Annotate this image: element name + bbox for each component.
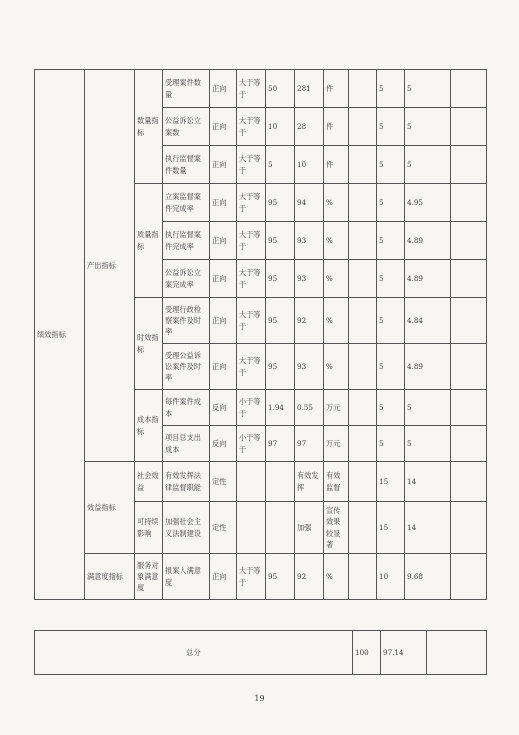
blank-cell bbox=[451, 554, 487, 600]
total-row bbox=[35, 631, 487, 675]
operator: 大于等于 bbox=[237, 146, 266, 184]
weight: 5 bbox=[377, 146, 405, 184]
table-row bbox=[35, 462, 487, 502]
blank-cell bbox=[349, 390, 377, 426]
indicator-name: 执行监督案件数量 bbox=[163, 146, 210, 184]
indicator-name: 受理公益诉讼案件及时率 bbox=[163, 344, 210, 390]
blank-cell bbox=[451, 298, 487, 344]
group-output: 产出指标 bbox=[85, 70, 135, 462]
total-score: 97.14 bbox=[381, 631, 427, 675]
indicator-name: 加强社会主义法制建设 bbox=[163, 502, 210, 554]
score: 5 bbox=[405, 426, 451, 462]
actual-value: 281 bbox=[295, 70, 324, 108]
subgroup-service: 服务对象满意度 bbox=[135, 554, 163, 600]
blank-cell bbox=[451, 260, 487, 298]
weight: 5 bbox=[377, 108, 405, 146]
blank-cell bbox=[451, 108, 487, 146]
direction: 正向 bbox=[210, 298, 237, 344]
subgroup-social: 社会效益 bbox=[135, 462, 163, 502]
operator bbox=[237, 462, 266, 502]
target-value bbox=[266, 502, 295, 554]
subgroup-cost: 成本指标 bbox=[135, 390, 163, 462]
blank-cell bbox=[451, 344, 487, 390]
target-value: 95 bbox=[266, 222, 295, 260]
blank-cell bbox=[349, 70, 377, 108]
direction: 正向 bbox=[210, 344, 237, 390]
operator: 大于等于 bbox=[237, 260, 266, 298]
indicator-name: 受理行政检察案件及时率 bbox=[163, 298, 210, 344]
blank-cell bbox=[349, 184, 377, 222]
indicator-name: 每件案件成本 bbox=[163, 390, 210, 426]
unit: % bbox=[324, 222, 349, 260]
subgroup-sustainable: 可持续影响 bbox=[135, 502, 163, 554]
operator: 大于等于 bbox=[237, 298, 266, 344]
blank-cell bbox=[451, 462, 487, 502]
weight: 5 bbox=[377, 344, 405, 390]
level1-label: 绩效指标 bbox=[35, 70, 85, 600]
indicator-name: 立案监督案件完成率 bbox=[163, 184, 210, 222]
weight: 15 bbox=[377, 502, 405, 554]
performance-table bbox=[34, 69, 487, 600]
weight: 5 bbox=[377, 426, 405, 462]
target-value: 97 bbox=[266, 426, 295, 462]
indicator-name: 公益诉讼立案完成率 bbox=[163, 260, 210, 298]
actual-value: 28 bbox=[295, 108, 324, 146]
group-benefit: 效益指标 bbox=[85, 462, 135, 554]
target-value: 95 bbox=[266, 298, 295, 344]
score: 4.89 bbox=[405, 344, 451, 390]
actual-value: 93 bbox=[295, 222, 324, 260]
indicator-name: 报案人满意度 bbox=[163, 554, 210, 600]
actual-value: 94 bbox=[295, 184, 324, 222]
operator: 大于等于 bbox=[237, 108, 266, 146]
actual-value: 加强 bbox=[295, 502, 324, 554]
target-value: 10 bbox=[266, 108, 295, 146]
weight: 5 bbox=[377, 298, 405, 344]
actual-value: 有效发挥 bbox=[295, 462, 324, 502]
operator: 大于等于 bbox=[237, 184, 266, 222]
subgroup-quantity: 数量指标 bbox=[135, 70, 163, 184]
direction: 正向 bbox=[210, 260, 237, 298]
score: 14 bbox=[405, 502, 451, 554]
operator: 大于等于 bbox=[237, 70, 266, 108]
score: 5 bbox=[405, 70, 451, 108]
total-weight: 100 bbox=[353, 631, 381, 675]
indicator-name: 公益诉讼立案数 bbox=[163, 108, 210, 146]
blank-cell bbox=[451, 502, 487, 554]
score: 4.89 bbox=[405, 260, 451, 298]
weight: 5 bbox=[377, 222, 405, 260]
subgroup-quality: 质量指标 bbox=[135, 184, 163, 298]
actual-value: 0.55 bbox=[295, 390, 324, 426]
direction: 正向 bbox=[210, 222, 237, 260]
direction: 定性 bbox=[210, 462, 237, 502]
indicator-name: 执行监督案件完成率 bbox=[163, 222, 210, 260]
operator: 大于等于 bbox=[237, 344, 266, 390]
indicator-name: 有效发挥法律监督职能 bbox=[163, 462, 210, 502]
indicator-name: 受理案件数量 bbox=[163, 70, 210, 108]
operator: 小于等于 bbox=[237, 426, 266, 462]
indicator-name: 项目总支出成本 bbox=[163, 426, 210, 462]
direction: 正向 bbox=[210, 70, 237, 108]
blank-cell bbox=[349, 222, 377, 260]
operator bbox=[237, 502, 266, 554]
actual-value: 92 bbox=[295, 554, 324, 600]
subgroup-timeliness: 时效指标 bbox=[135, 298, 163, 390]
table-row bbox=[35, 70, 487, 108]
blank-cell bbox=[451, 70, 487, 108]
unit: % bbox=[324, 554, 349, 600]
target-value: 50 bbox=[266, 70, 295, 108]
direction: 正向 bbox=[210, 554, 237, 600]
unit: 万元 bbox=[324, 390, 349, 426]
weight: 10 bbox=[377, 554, 405, 600]
unit: % bbox=[324, 184, 349, 222]
score: 4.95 bbox=[405, 184, 451, 222]
blank-cell bbox=[451, 146, 487, 184]
actual-value: 92 bbox=[295, 298, 324, 344]
blank-cell bbox=[349, 426, 377, 462]
blank-cell bbox=[451, 222, 487, 260]
direction: 正向 bbox=[210, 146, 237, 184]
weight: 5 bbox=[377, 390, 405, 426]
operator: 大于等于 bbox=[237, 222, 266, 260]
score: 5 bbox=[405, 108, 451, 146]
score: 5 bbox=[405, 390, 451, 426]
unit: % bbox=[324, 344, 349, 390]
target-value bbox=[266, 462, 295, 502]
blank-cell bbox=[349, 344, 377, 390]
page-number: 19 bbox=[254, 694, 265, 703]
direction: 反向 bbox=[210, 426, 237, 462]
direction: 反向 bbox=[210, 390, 237, 426]
direction: 正向 bbox=[210, 108, 237, 146]
operator: 大于等于 bbox=[237, 554, 266, 600]
operator: 小于等于 bbox=[237, 390, 266, 426]
actual-value: 93 bbox=[295, 344, 324, 390]
blank-cell bbox=[349, 146, 377, 184]
score: 14 bbox=[405, 462, 451, 502]
target-value: 95 bbox=[266, 554, 295, 600]
blank-cell bbox=[349, 502, 377, 554]
total-label: 总分 bbox=[35, 631, 353, 675]
actual-value: 97 bbox=[295, 426, 324, 462]
blank-cell bbox=[349, 298, 377, 344]
blank-cell bbox=[349, 462, 377, 502]
score: 4.89 bbox=[405, 222, 451, 260]
blank-cell bbox=[451, 184, 487, 222]
unit: 件 bbox=[324, 146, 349, 184]
score: 4.84 bbox=[405, 298, 451, 344]
blank-cell bbox=[349, 108, 377, 146]
total-table bbox=[34, 630, 487, 675]
blank-cell bbox=[451, 390, 487, 426]
blank-cell bbox=[451, 426, 487, 462]
unit: 宣传效果较显著 bbox=[324, 502, 349, 554]
unit: 件 bbox=[324, 108, 349, 146]
unit: 件 bbox=[324, 70, 349, 108]
blank-cell bbox=[349, 260, 377, 298]
score: 9.68 bbox=[405, 554, 451, 600]
group-satisfaction: 满意度指标 bbox=[85, 554, 135, 600]
actual-value: 93 bbox=[295, 260, 324, 298]
target-value: 95 bbox=[266, 344, 295, 390]
actual-value: 10 bbox=[295, 146, 324, 184]
weight: 5 bbox=[377, 184, 405, 222]
direction: 定性 bbox=[210, 502, 237, 554]
weight: 5 bbox=[377, 260, 405, 298]
direction: 正向 bbox=[210, 184, 237, 222]
target-value: 95 bbox=[266, 184, 295, 222]
blank-cell bbox=[349, 554, 377, 600]
unit: % bbox=[324, 260, 349, 298]
target-value: 1.94 bbox=[266, 390, 295, 426]
weight: 5 bbox=[377, 70, 405, 108]
table-row bbox=[35, 554, 487, 600]
blank-cell bbox=[427, 631, 487, 675]
weight: 15 bbox=[377, 462, 405, 502]
unit: 万元 bbox=[324, 426, 349, 462]
target-value: 5 bbox=[266, 146, 295, 184]
unit: % bbox=[324, 298, 349, 344]
target-value: 95 bbox=[266, 260, 295, 298]
unit: 有效监督 bbox=[324, 462, 349, 502]
score: 5 bbox=[405, 146, 451, 184]
